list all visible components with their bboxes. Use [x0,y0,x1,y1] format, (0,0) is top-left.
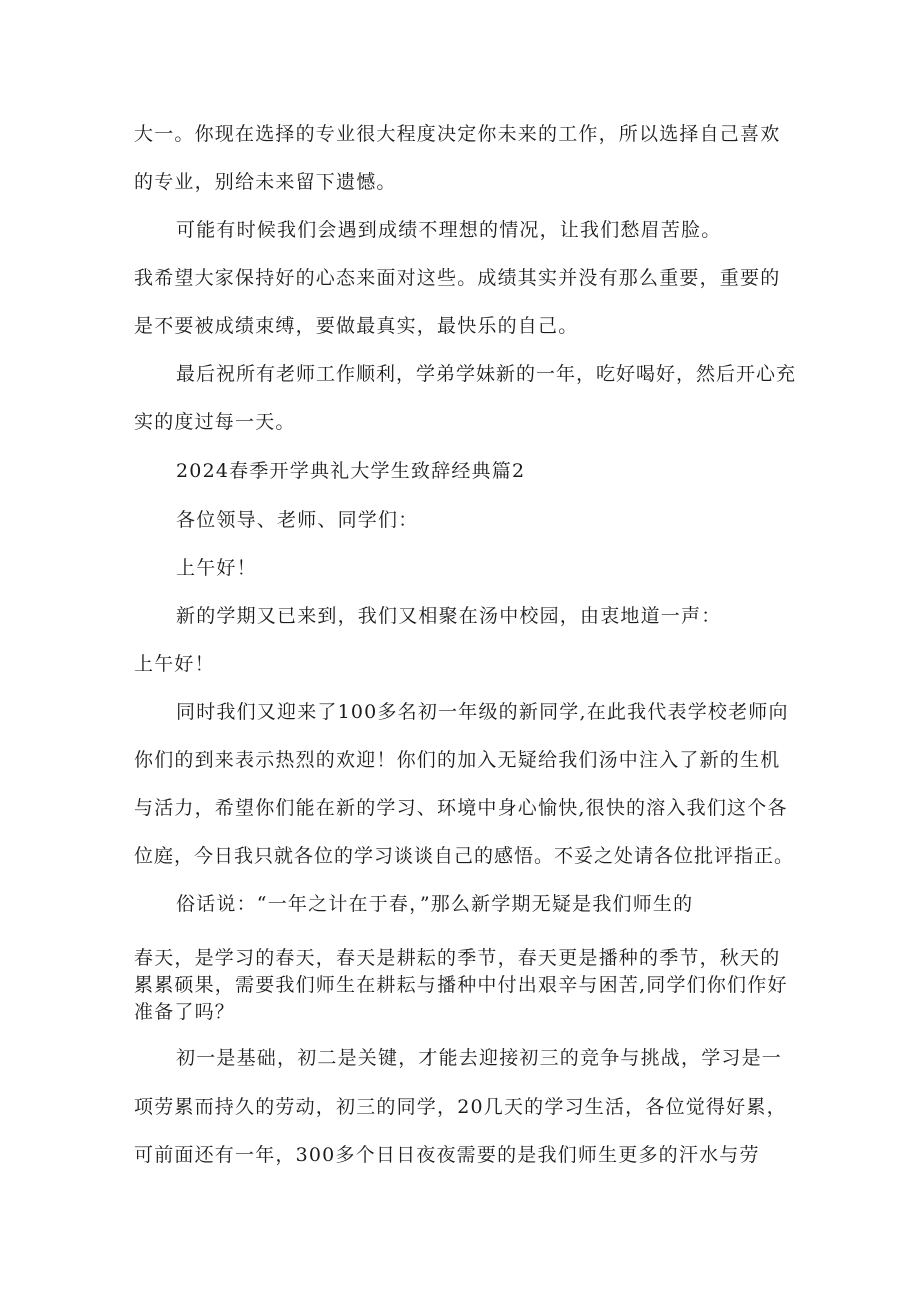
text-line: 准备了吗？ [134,1001,236,1023]
text-line: 可前面还有一年，300多个日日夜夜需要的是我们师生更多的汗水与劳 [134,1144,760,1166]
text-line: 与活力，希望你们能在新的学习、环境中身心愉快,很快的溶入我们这个各 [134,797,788,819]
text-line: 位庭，今日我只就各位的学习谈谈自己的感悟。不妥之处请各位批评指正。 [134,845,795,867]
text-line: 俗话说：“一年之计在于春，”那么新学期无疑是我们师生的 [176,893,694,915]
text-line: 是不要被成绩束缚，要做最真实，最快乐的自己。 [134,315,579,337]
text-line: 同时我们又迎来了100多名初一年级的新同学,在此我代表学校老师向 [176,701,789,723]
text-line: 初一是基础，初二是关键，才能去迎接初三的竞争与挑战，学习是一 [176,1047,783,1069]
text-line: 你们的到来表示热烈的欢迎！你们的加入无疑给我们汤中注入了新的生机 [134,749,781,771]
text-line: 的专业，别给未来留下遗憾。 [134,171,397,193]
greeting: 上午好！ [176,557,257,579]
text-line: 最后祝所有老师工作顺利，学弟学妹新的一年，吃好喝好，然后开心充 [176,363,797,385]
salutation: 各位领导、老师、同学们： [176,509,419,531]
text-line: 大一。你现在选择的专业很大程度决定你未来的工作，所以选择自己喜欢 [134,123,781,145]
text-line: 春天，是学习的春天，春天是耕耘的季节，春天更是播种的季节，秋天的 [134,947,781,969]
section-heading: 2024春季开学典礼大学生致辞经典篇2 [176,460,526,482]
text-line: 新的学期又已来到，我们又相聚在汤中校园，由衷地道一声： [176,605,722,627]
text-line: 上午好！ [134,653,215,675]
text-line: 累累硕果，需要我们师生在耕耘与播种中付出艰辛与困苦,同学们你们作好 [134,974,788,996]
text-line: 可能有时候我们会遇到成绩不理想的情况，让我们愁眉苦脸。 [176,219,722,241]
text-line: 实的度过每一天。 [134,411,296,433]
text-line: 项劳累而持久的劳动，初三的同学，20几天的学习生活，各位觉得好累， [134,1096,787,1118]
text-line: 我希望大家保持好的心态来面对这些。成绩其实并没有那么重要，重要的 [134,267,781,289]
